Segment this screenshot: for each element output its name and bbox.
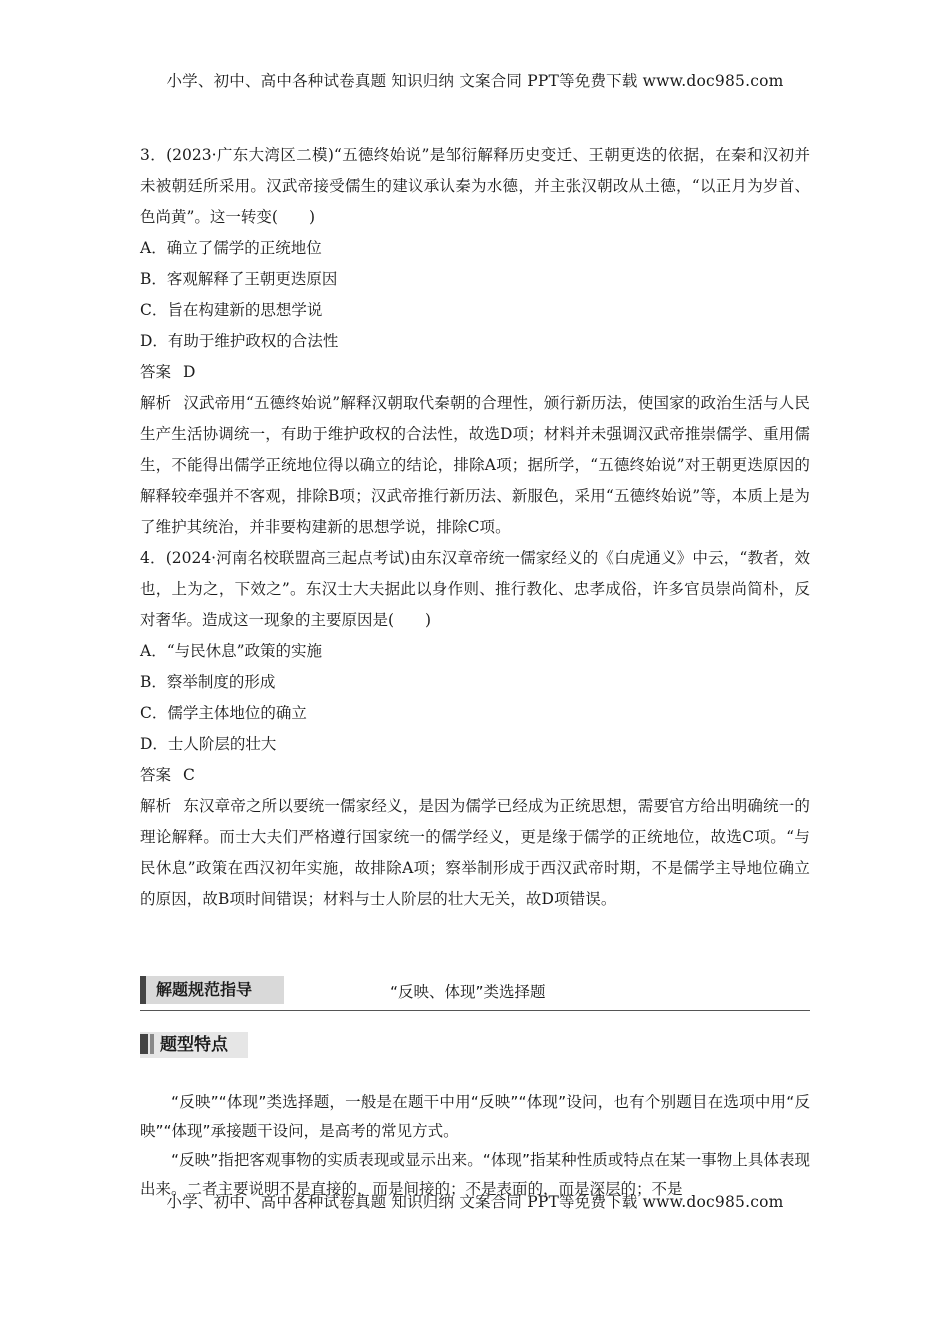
section-title: “反映、体现”类选择题 — [390, 983, 546, 1001]
q4-option-b: B．察举制度的形成 — [140, 673, 276, 691]
question-content — [140, 140, 810, 915]
body-paragraph: “反映”“体现”类选择题，一般是在题干中用“反映”“体现”设问，也有个别题目在选项中用“反映”“体现”承接题干设问，是高考的常见方式。 — [140, 1092, 810, 1140]
q4-option-c: C．儒学主体地位的确立 — [140, 704, 307, 722]
q3-analysis — [140, 388, 810, 543]
page-footer: 小学、初中、高中各种试卷真题 知识归纳 文案合同 PPT等免费下载 www.doc985.com — [166, 1193, 784, 1211]
q3-option-d: D．有助于维护政权的合法性 — [140, 332, 339, 350]
q3-option-b: B．客观解释了王朝更迭原因 — [140, 270, 338, 288]
q3-answer — [140, 357, 810, 388]
q4-answer-value: C — [183, 766, 195, 784]
q4-answer-label: 答案 — [140, 766, 172, 784]
q3-analysis-text: 汉武帝用“五德终始说”解释汉朝取代秦朝的合理性，颁行新历法，使国家的政治生活与人民生产生活协调统一，有助于维护政权的合法性，故选D项；材料并未强调汉武帝推崇儒学、重用儒生，不能得出儒学正统地位得以确立的结论，排除A项；据所学，“五德终始说”对王朝更迭原因的解释较牵强并不客观，排除B项；汉武帝推行新历法、新服色，采用“五德终始说”等，本质上是为了维护其统治，并非要构建新的思想学说，排除C项。 — [140, 394, 810, 536]
q3-stem: 3．(2023·广东大湾区二模)“五德终始说”是邹衍解释历史变迁、王朝更迭的依据，在秦和汉初并未被朝廷所采用。汉武帝接受儒生的建议承认秦为水德，并主张汉朝改从土德，“以正月为岁首、色尚黄”。这一转变( ) — [140, 146, 810, 226]
subsection-marker-icon — [150, 1034, 154, 1054]
subsection-marker-icon — [140, 1034, 148, 1054]
subsection-header — [140, 1032, 248, 1058]
q3-answer-label: 答案 — [140, 363, 172, 381]
q4-analysis — [140, 791, 810, 915]
body-paragraph: “反映”指把客观事物的实质表现或显示出来。“体现”指某种性质或特点在某一事物上具体表现出来。二者主要说明不是直接的，而是间接的；不是表面的，而是深层的；不是 — [140, 1150, 810, 1198]
page-header: 小学、初中、高中各种试卷真题 知识归纳 文案合同 PPT等免费下载 www.doc985.com — [166, 72, 784, 90]
q4-option-a: A．“与民休息”政策的实施 — [140, 642, 323, 660]
q3-option-c: C．旨在构建新的思想学说 — [140, 301, 323, 319]
q3-answer-value: D — [183, 363, 196, 381]
q3-analysis-label: 解析 — [140, 394, 172, 412]
q3-option-a: A．确立了儒学的正统地位 — [140, 239, 322, 257]
q4-option-d: D．士人阶层的壮大 — [140, 735, 277, 753]
q4-stem: 4．(2024·河南名校联盟高三起点考试)由东汉章帝统一儒家经义的《白虎通义》中云，“教者，效也，上为之，下效之”。东汉士大夫据此以身作则、推行教化、忠孝成俗，许多官员崇尚简朴，反对奢华。造成这一现象的主要原因是( ) — [140, 549, 810, 629]
section-tag: 解题规范指导 — [140, 976, 284, 1004]
q4-analysis-text: 东汉章帝之所以要统一儒家经义，是因为儒学已经成为正统思想，需要官方给出明确统一的理论解释。而士大夫们严格遵行国家统一的儒学经义，更是缘于儒学的正统地位，故选C项。“与民休息”政策在西汉初年实施，故排除A项；察举制形成于西汉武帝时期，不是儒学主导地位确立的原因，故B项时间错误；材料与士人阶层的壮大无关，故D项错误。 — [140, 797, 810, 908]
q4-analysis-label: 解析 — [140, 797, 172, 815]
q4-answer — [140, 760, 810, 791]
section-header — [140, 974, 810, 1011]
subsection-title: 题型特点 — [160, 1035, 228, 1055]
